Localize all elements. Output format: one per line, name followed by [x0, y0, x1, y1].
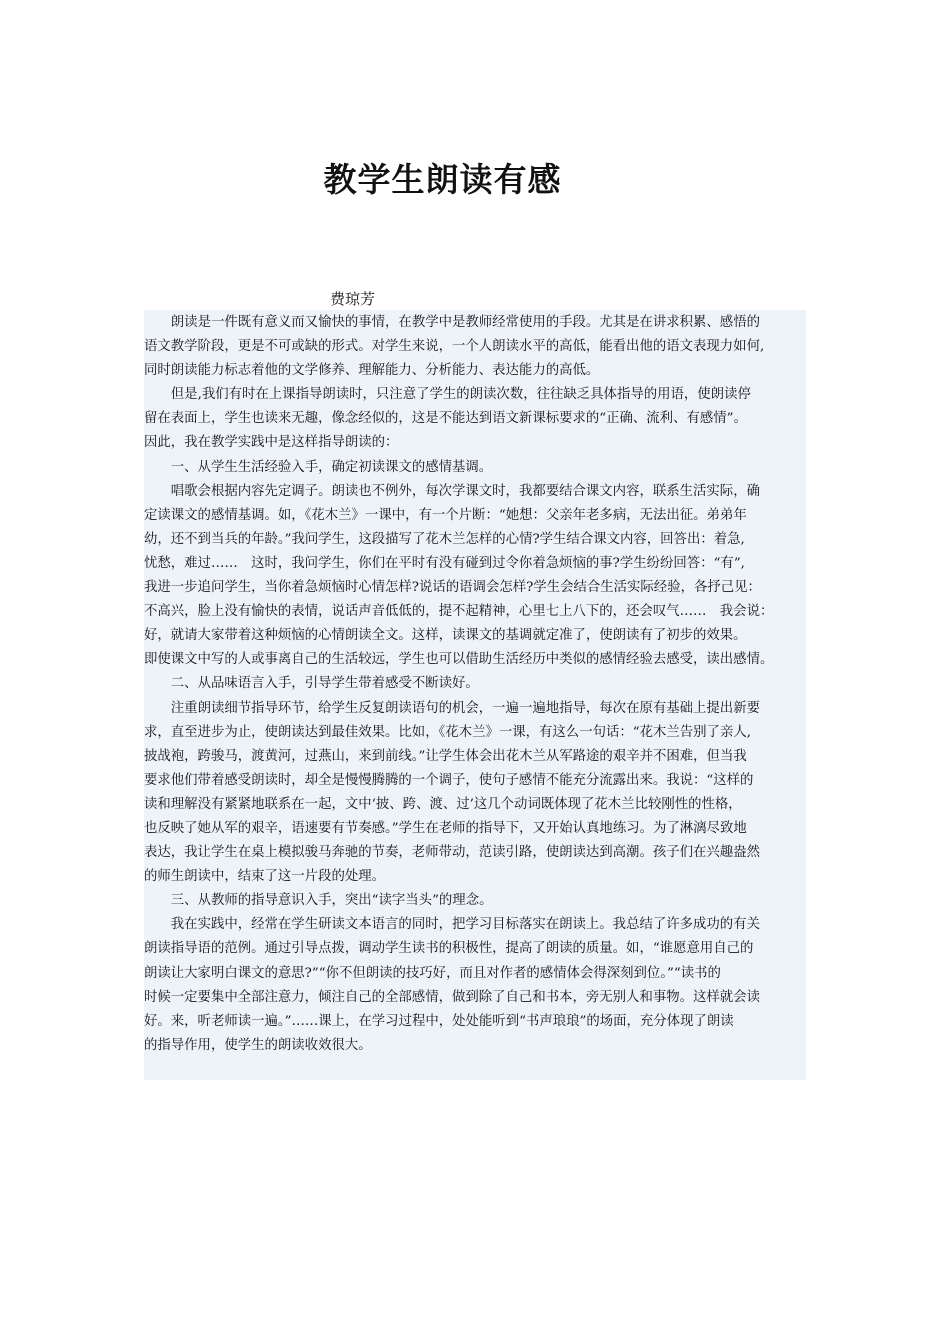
- text-line: 表达，我让学生在桌上模拟骏马奔驰的节奏，老师带动，范读引路，使朗读达到高潮。孩子们在兴趣盎然: [144, 845, 760, 861]
- text-line: 读和理解没有紧紧地联系在一起，文中‘披、跨、渡、过’这几个动词既体现了花木兰比较刚性的性格，: [144, 796, 742, 812]
- text-line: 时候一定要集中全部注意力，倾注自己的全部感情，做到除了自己和书本，旁无别人和事物。这样就会读: [144, 989, 760, 1005]
- text-line: 好。来，听老师读一遍。”……课上，在学习过程中，处处能听到“书声琅琅”的场面，充分体现了朗读: [144, 1013, 734, 1029]
- text-line: 好，就请大家带着这种烦恼的心情朗读全文。这样，读课文的基调就定准了，使朗读有了初步的效果。: [144, 628, 747, 644]
- page-title: 教学生朗读有感: [323, 160, 562, 199]
- text-line: 的师生朗读中，结束了这一片段的处理。: [144, 869, 386, 885]
- paragraph-section-3: [144, 913, 824, 1058]
- text-line: 语文教学阶段，更是不可或缺的形式。对学生来说，一个人朗读水平的高低，能看出他的语文表现力如何,: [144, 339, 765, 355]
- text-line: 忧愁，难过…… 这时，我问学生，你们在平时有没有碰到过令你着急烦恼的事?学生纷纷回答：“有”,: [144, 555, 745, 571]
- text-line: 要求他们带着感受朗读时，却全是慢慢腾腾的一个调子，使句子感情不能充分流露出来。我说：“这样的: [144, 772, 754, 788]
- article-body: [144, 311, 824, 1058]
- paragraph-section-1: [144, 480, 824, 673]
- author-name: 费琼芳: [330, 290, 376, 308]
- text-line: 定读课文的感情基调。如，《花木兰》一课中，有一个片断：“她想：父亲年老多病，无法出征。弟弟年: [144, 507, 747, 523]
- text-line: 不高兴，脸上没有愉快的表情，说话声音低低的，提不起精神，心里七上八下的，还会叹气…… 我会说：: [144, 604, 774, 620]
- text-line: 朗读是一件既有意义而又愉快的事情，在教学中是教师经常使用的手段。尤其是在讲求积累、感悟的: [170, 315, 760, 330]
- text-line: 唱歌会根据内容先定调子。朗读也不例外，每次学课文时，我都要结合课文内容，联系生活实际，确: [170, 483, 760, 499]
- text-line: 即使课文中写的人或事离自己的生活较远，学生也可以借助生活经历中类似的感情经验去感受，读出感情。: [144, 652, 774, 668]
- text-line: 同时朗读能力标志着他的文学修养、理解能力、分析能力、表达能力的高低。: [144, 363, 600, 379]
- text-line: 二、从品味语言入手，引导学生带着感受不断读好。: [170, 676, 479, 692]
- text-line: 因此，我在教学实践中是这样指导朗读的：: [144, 435, 399, 451]
- section-heading-1: [144, 456, 824, 480]
- text-line: 我进一步追问学生，当你着急烦恼时心情怎样?说话的语调会怎样?学生会结合生活实际经验，各抒己见：: [144, 580, 761, 596]
- text-line: 但是,我们有时在上课指导朗读时，只注意了学生的朗读次数，往往缺乏具体指导的用语，使朗读停: [170, 387, 751, 403]
- text-line: 披战袍，跨骏马，渡黄河，过燕山，来到前线。”让学生体会出花木兰从军路途的艰辛并不困难，但当我: [144, 748, 747, 764]
- section-heading-2: [144, 672, 824, 696]
- text-line: 留在表面上，学生也读来无趣，像念经似的，这是不能达到语文新课标要求的“正确、流利、有感情”。: [144, 411, 747, 427]
- text-line: 也反映了她从军的艰辛，语速要有节奏感。”学生在老师的指导下，又开始认真地练习。为了淋漓尽致地: [144, 820, 747, 836]
- text-line: 三、从教师的指导意识入手，突出“读字当头”的理念。: [170, 893, 493, 909]
- paragraph-problem: [144, 383, 824, 455]
- text-line: 我在实践中，经常在学生研读文本语言的同时，把学习目标落实在朗读上。我总结了许多成功的有关: [170, 917, 760, 933]
- paragraph-intro: [144, 311, 824, 383]
- text-line: 一、从学生生活经验入手，确定初读课文的感情基调。: [170, 459, 493, 475]
- text-line: 幼，还不到当兵的年龄。”我问学生，这段描写了花木兰怎样的心情?学生结合课文内容，回答出：着急,: [144, 531, 745, 547]
- paragraph-section-2: [144, 697, 824, 890]
- text-line: 求，直至进步为止，使朗读达到最佳效果。比如，《花木兰》一课，有这么一句话：“花木兰告别了亲人,: [144, 724, 751, 740]
- text-line: 的指导作用，使学生的朗读收效很大。: [144, 1037, 372, 1053]
- section-heading-3: [144, 889, 824, 913]
- text-line: 注重朗读细节指导环节，给学生反复朗读语句的机会，一遍一遍地指导，每次在原有基础上提出新要: [170, 700, 760, 716]
- text-line: 朗读指导语的范例。通过引导点拨，调动学生读书的积极性，提高了朗读的质量。如，“谁愿意用自己的: [144, 941, 754, 957]
- text-line: 朗读让大家明白课文的意思?”“你不但朗读的技巧好，而且对作者的感情体会得深刻到位。”“读书的: [144, 965, 721, 981]
